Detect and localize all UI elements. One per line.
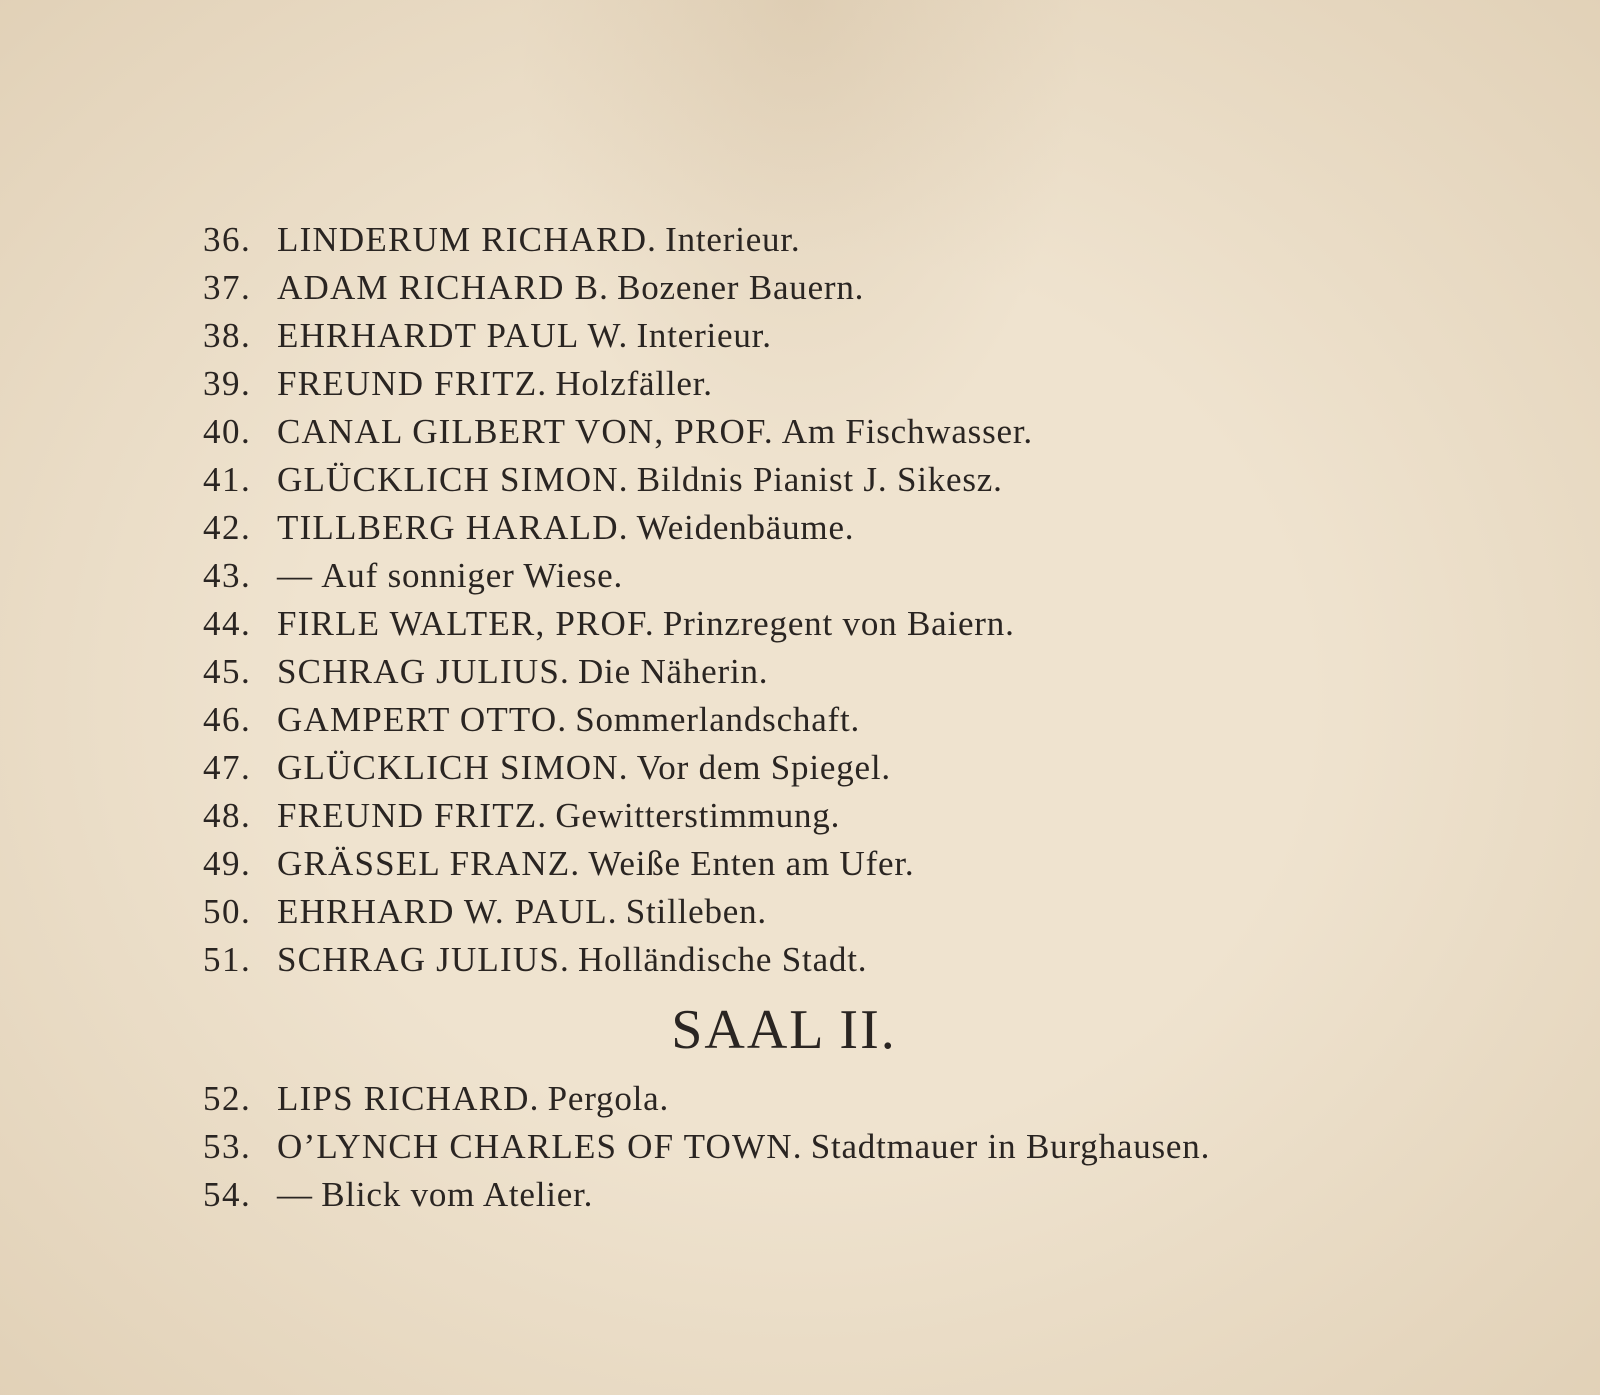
entry-artist: —: [277, 1175, 314, 1214]
entry-artist: EHRHARD W. PAUL.: [277, 892, 618, 931]
entry-artist: TILLBERG HARALD.: [277, 508, 629, 547]
list-item: [203, 840, 1033, 888]
entry-title: Interieur.: [636, 316, 772, 355]
section-heading-text: SAAL II.: [671, 999, 897, 1061]
entry-number: 37.: [203, 268, 252, 307]
entry-number: 45.: [203, 652, 252, 691]
entry-number: 46.: [203, 700, 252, 739]
entry-title: Prinzregent von Baiern.: [662, 604, 1015, 643]
entry-artist: LINDERUM RICHARD.: [277, 220, 658, 259]
entry-artist: GLÜCKLICH SIMON.: [277, 748, 629, 787]
list-item: [203, 408, 1033, 456]
entry-list-saal-i: [203, 216, 1033, 984]
entry-title: Weidenbäume.: [636, 508, 855, 547]
entry-number: 54.: [203, 1175, 252, 1214]
list-item: [203, 1171, 1210, 1219]
list-item: [203, 792, 1033, 840]
entry-number: 50.: [203, 892, 252, 931]
entry-artist: O’LYNCH CHARLES OF TOWN.: [277, 1127, 803, 1166]
entry-number: 47.: [203, 748, 252, 787]
list-item: [203, 1075, 1210, 1123]
entry-title: Sommerlandschaft.: [575, 700, 861, 739]
entry-artist: FREUND FRITZ.: [277, 364, 548, 403]
entry-artist: SCHRAG JULIUS.: [277, 940, 570, 979]
entry-title: Am Fischwasser.: [781, 412, 1033, 451]
list-item: [203, 456, 1033, 504]
entry-artist: CANAL GILBERT VON, PROF.: [277, 412, 774, 451]
list-item: [203, 1123, 1210, 1171]
list-item: [203, 504, 1033, 552]
entry-title: Stadtmauer in Burghausen.: [810, 1127, 1211, 1166]
section-heading: [0, 995, 1600, 1065]
entry-title: Pergola.: [547, 1079, 670, 1118]
entry-number: 39.: [203, 364, 252, 403]
entry-artist: ADAM RICHARD B.: [277, 268, 610, 307]
list-item: [203, 744, 1033, 792]
list-item: [203, 216, 1033, 264]
entry-number: 49.: [203, 844, 252, 883]
entry-number: 48.: [203, 796, 252, 835]
entry-artist: FIRLE WALTER, PROF.: [277, 604, 655, 643]
list-item: [203, 600, 1033, 648]
list-item: [203, 696, 1033, 744]
entry-title: Holzfäller.: [555, 364, 713, 403]
entry-artist: GAMPERT OTTO.: [277, 700, 568, 739]
entry-title: Bildnis Pianist J. Sikesz.: [636, 460, 1003, 499]
entry-title: Die Näherin.: [577, 652, 769, 691]
entry-number: 51.: [203, 940, 252, 979]
entry-title: Bozener Bauern.: [617, 268, 865, 307]
entry-number: 40.: [203, 412, 252, 451]
entry-artist: GLÜCKLICH SIMON.: [277, 460, 629, 499]
list-item: [203, 936, 1033, 984]
list-item: [203, 888, 1033, 936]
entry-number: 41.: [203, 460, 252, 499]
entry-title: Stilleben.: [625, 892, 767, 931]
entry-number: 53.: [203, 1127, 252, 1166]
entry-number: 38.: [203, 316, 252, 355]
entry-title: Interieur.: [665, 220, 801, 259]
entry-number: 52.: [203, 1079, 252, 1118]
entry-artist: —: [277, 556, 314, 595]
entry-title: Weiße Enten am Ufer.: [588, 844, 915, 883]
list-item: [203, 312, 1033, 360]
entry-title: Auf sonniger Wiese.: [321, 556, 624, 595]
entry-title: Holländische Stadt.: [577, 940, 868, 979]
entry-number: 42.: [203, 508, 252, 547]
entry-title: Vor dem Spiegel.: [636, 748, 891, 787]
entry-artist: EHRHARDT PAUL W.: [277, 316, 629, 355]
entry-number: 44.: [203, 604, 252, 643]
entry-artist: LIPS RICHARD.: [277, 1079, 540, 1118]
entry-artist: GRÄSSEL FRANZ.: [277, 844, 581, 883]
entry-number: 36.: [203, 220, 252, 259]
entry-title: Gewitterstimmung.: [555, 796, 841, 835]
entry-list-saal-ii: [203, 1075, 1210, 1219]
entry-number: 43.: [203, 556, 252, 595]
entry-artist: FREUND FRITZ.: [277, 796, 548, 835]
list-item: [203, 648, 1033, 696]
entry-artist: SCHRAG JULIUS.: [277, 652, 570, 691]
list-item: [203, 264, 1033, 312]
entry-title: Blick vom Atelier.: [321, 1175, 594, 1214]
list-item: [203, 360, 1033, 408]
list-item: [203, 552, 1033, 600]
